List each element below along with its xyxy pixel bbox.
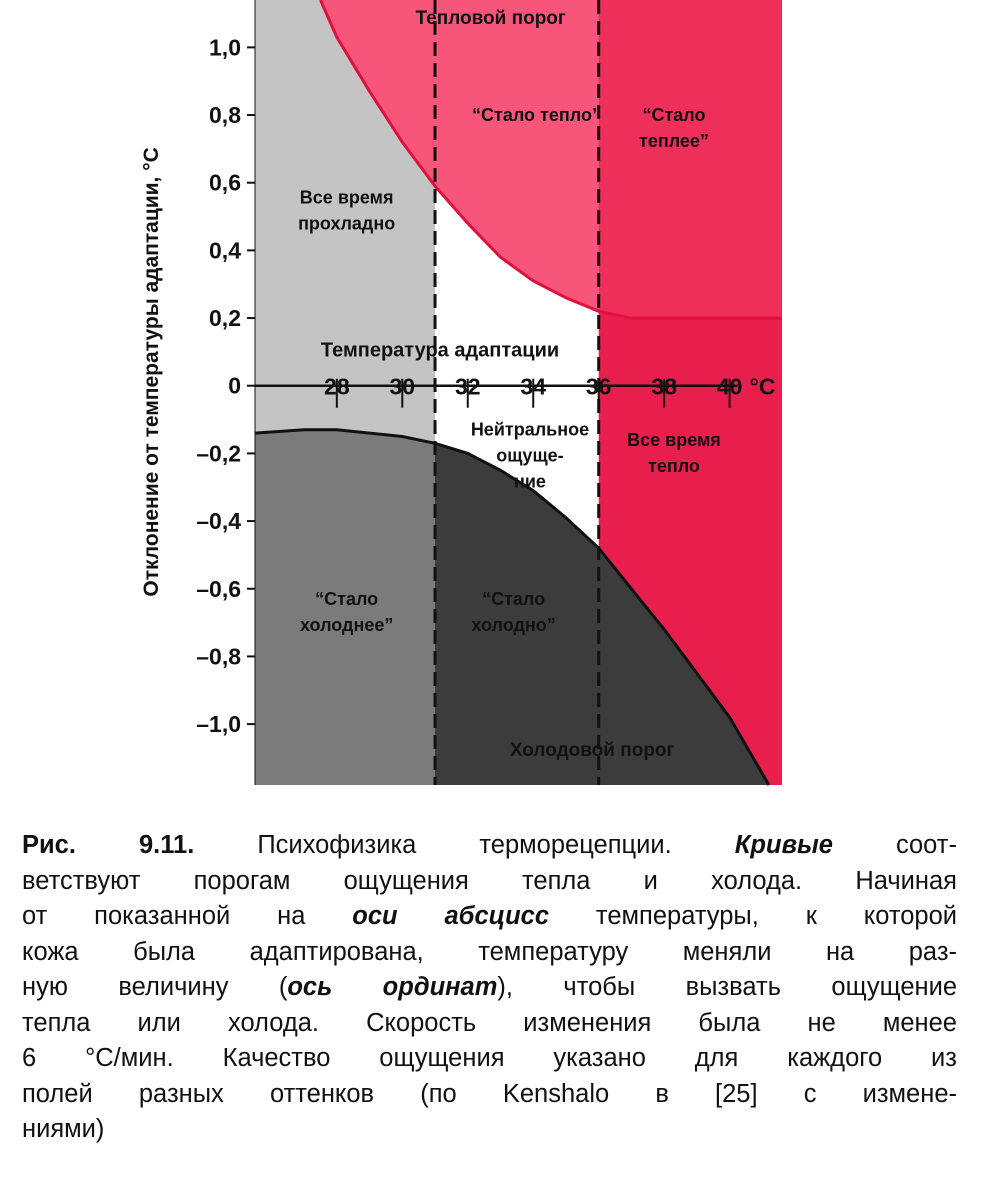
x-unit-label: °C: [749, 373, 776, 400]
x-tick-label: 28: [324, 373, 350, 400]
caption-emphasis: Кривые: [734, 831, 833, 859]
caption-line: [22, 970, 957, 1006]
caption-text: ), чтобы вызвать ощущение: [497, 973, 958, 1001]
region-label-warmer: “Стало: [642, 105, 706, 126]
caption-line: [22, 864, 957, 900]
caption-text: кожа была адаптирована, температуру меняли на раз-: [22, 937, 957, 966]
figure-label: Рис. 9.11.: [22, 831, 258, 859]
region-label-warmer: теплее”: [639, 131, 709, 152]
warmer-field: [599, 0, 782, 318]
y-tick-label: 1,0: [209, 34, 241, 61]
region-label-always-warm: Все время: [627, 429, 721, 450]
x-tick-label: 40: [716, 373, 743, 400]
y-tick-label: –0,8: [196, 643, 241, 670]
caption-text: соот-: [832, 831, 957, 859]
x-tick-label: 34: [520, 373, 547, 400]
caption-line: [22, 828, 957, 864]
caption-line: [22, 1077, 957, 1113]
caption-text: от показанной на: [22, 902, 353, 930]
y-tick-label: 0,4: [209, 237, 241, 264]
y-tick-label: 0,6: [209, 169, 241, 196]
y-tick-label: 0: [228, 372, 241, 399]
x-axis-title: Температура адаптации: [320, 339, 560, 362]
caption-line: [22, 1006, 957, 1042]
region-label-colder: холоднее”: [299, 614, 394, 635]
caption-text: полей разных оттенков (по Kenshalo в [25] с измене-: [22, 1079, 957, 1108]
caption-text: тепла или холода. Скорость изменения была не менее: [22, 1008, 957, 1037]
caption-emphasis: ось ординат: [287, 973, 498, 1001]
y-tick-label: –0,6: [196, 575, 241, 602]
caption-text: температуры, к которой: [549, 902, 957, 930]
caption-emphasis: оси абсцисс: [352, 902, 550, 930]
region-label-colder: “Стало: [315, 588, 379, 609]
caption-text: ветствуют порогам ощущения тепла и холода. Начиная: [22, 866, 957, 895]
x-tick-label: 38: [651, 373, 677, 400]
y-tick-label: –0,4: [196, 508, 241, 535]
y-tick-label: 0,2: [209, 305, 241, 332]
region-label-always-cool: прохладно: [298, 213, 396, 234]
caption-text: 6 °C/мин. Качество ощущения указано для каждого из: [22, 1044, 957, 1072]
region-label-cold: холодно”: [471, 614, 556, 635]
region-label-warm: “Стало тепло”: [472, 105, 601, 126]
caption-line: [22, 1041, 957, 1077]
region-label-always-warm: тепло: [648, 455, 700, 476]
region-label-always-cool: Все время: [299, 187, 394, 208]
region-label-neutral: ощуще-: [496, 445, 564, 466]
caption-line: [22, 1112, 957, 1148]
region-label-cold: “Стало: [482, 588, 546, 609]
caption-line: [22, 899, 957, 935]
cold-threshold-label: Холодовой порог: [509, 739, 675, 761]
caption-line: [22, 935, 957, 971]
y-tick-label: –0,2: [196, 440, 241, 467]
y-tick-label: –1,0: [196, 711, 241, 738]
x-tick-label: 30: [389, 373, 416, 400]
region-label-neutral: Нейтральное: [470, 419, 590, 440]
figure-caption: [22, 828, 957, 1148]
caption-text: ниями): [22, 1115, 105, 1143]
region-label-neutral: ние: [513, 471, 546, 492]
caption-text: Психофизика терморецепции.: [257, 831, 735, 859]
caption-text: ную величину (: [22, 973, 288, 1001]
y-tick-label: 0,8: [209, 102, 241, 129]
x-tick-label: 32: [454, 373, 481, 400]
y-axis-title: Отклонение от температуры адаптации, °C: [140, 147, 163, 597]
warm-threshold-label: Тепловой порог: [415, 8, 566, 29]
x-tick-label: 36: [585, 373, 612, 400]
